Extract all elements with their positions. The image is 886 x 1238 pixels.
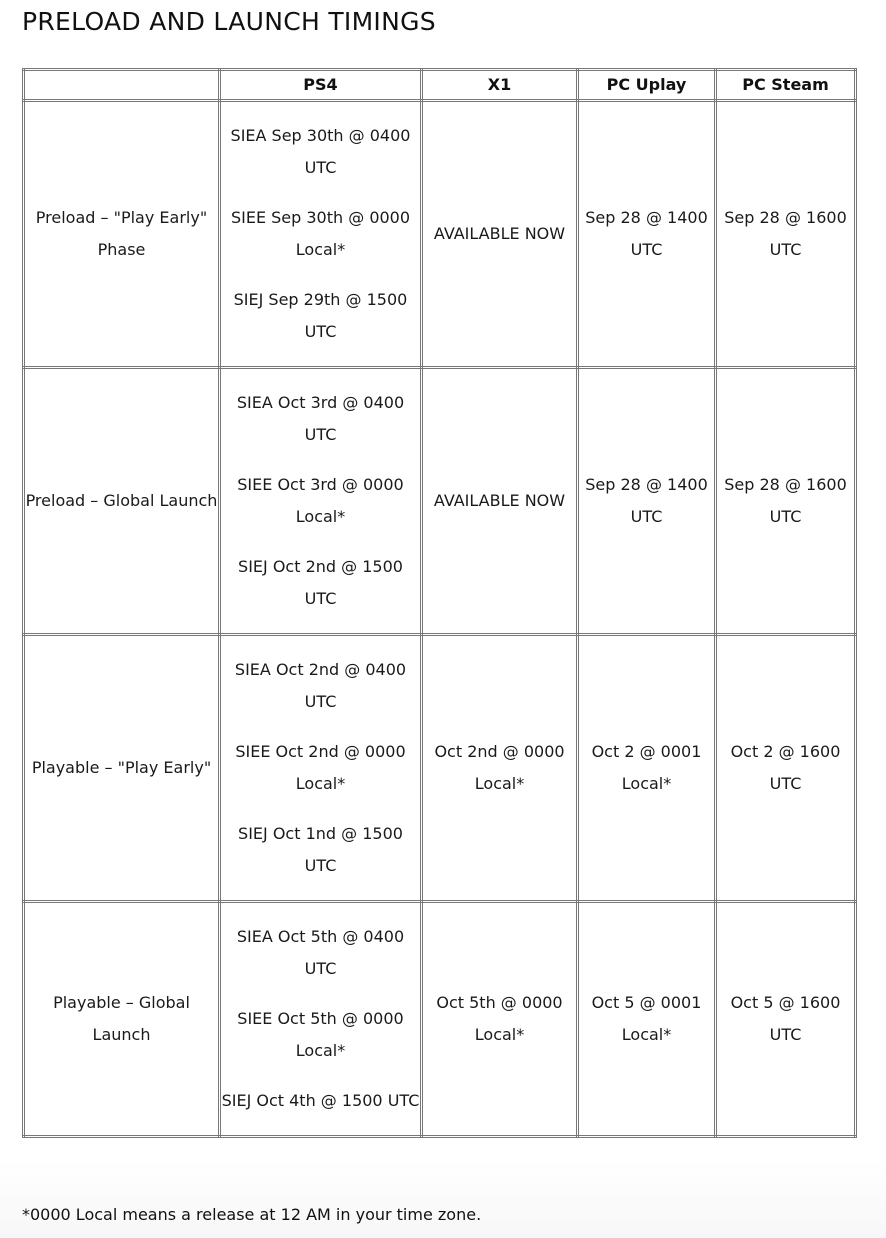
pc-uplay-time: Sep 28 @ 1400 UTC [585,208,708,259]
ps4-cell [220,368,422,635]
row-label: Playable – "Play Early" [31,758,212,777]
x1-time: Oct 5th @ 0000 Local* [436,993,563,1044]
x1-time: Oct 2nd @ 0000 Local* [434,742,565,793]
table-row [24,635,856,902]
row-label-cell [24,902,220,1137]
row-label: Preload – Global Launch [25,491,218,510]
row-label: Playable – Global Launch [53,993,190,1044]
page-title: PRELOAD AND LAUNCH TIMINGS [22,7,436,36]
x1-cell [422,635,578,902]
row-label: Preload – "Play Early" Phase [35,208,208,259]
ps4-siee-time: SIEE Sep 30th @ 0000 Local* [230,208,411,259]
header-cell-pc-steam: PC Steam [716,70,856,101]
ps4-siej-time: SIEJ Oct 2nd @ 1500 UTC [238,557,403,608]
ps4-siea-time: SIEA Sep 30th @ 0400 UTC [230,126,411,177]
pc-steam-time: Oct 2 @ 1600 UTC [730,742,841,793]
pc-steam-cell [716,101,856,368]
table-header-row [24,70,856,101]
ps4-siee-time: SIEE Oct 3rd @ 0000 Local* [237,475,404,526]
ps4-siej-time: SIEJ Sep 29th @ 1500 UTC [233,290,408,341]
x1-cell [422,902,578,1137]
ps4-siea-time: SIEA Oct 3rd @ 0400 UTC [236,393,405,444]
pc-steam-cell [716,902,856,1137]
header-cell-pc-uplay: PC Uplay [578,70,716,101]
table-row [24,368,856,635]
x1-time: AVAILABLE NOW [433,491,566,510]
row-label-cell [24,101,220,368]
pc-steam-time: Oct 5 @ 1600 UTC [730,993,841,1044]
x1-cell [422,368,578,635]
row-label-cell [24,635,220,902]
x1-cell [422,101,578,368]
header-cell-x1: X1 [422,70,578,101]
ps4-siej-time: SIEJ Oct 1nd @ 1500 UTC [238,824,403,875]
pc-uplay-cell [578,101,716,368]
ps4-cell [220,902,422,1137]
ps4-siee-time: SIEE Oct 2nd @ 0000 Local* [235,742,406,793]
ps4-cell [220,635,422,902]
pc-steam-cell [716,368,856,635]
ps4-cell [220,101,422,368]
footnote: *0000 Local means a release at 12 AM in your time zone. [22,1205,482,1224]
header-cell-label [24,70,220,101]
pc-uplay-cell [578,635,716,902]
table-row [24,101,856,368]
ps4-siea-time: SIEA Oct 5th @ 0400 UTC [236,927,405,978]
pc-uplay-cell [578,902,716,1137]
pc-uplay-cell [578,368,716,635]
pc-steam-cell [716,635,856,902]
row-label-cell [24,368,220,635]
pc-steam-time: Sep 28 @ 1600 UTC [724,208,847,259]
ps4-siej-time: SIEJ Oct 4th @ 1500 UTC [221,1091,420,1110]
footer-band [0,1160,886,1238]
x1-time: AVAILABLE NOW [433,224,566,243]
ps4-siea-time: SIEA Oct 2nd @ 0400 UTC [234,660,407,711]
table-row [24,902,856,1137]
timings-table [22,68,857,1138]
pc-uplay-time: Oct 5 @ 0001 Local* [591,993,702,1044]
pc-steam-time: Sep 28 @ 1600 UTC [724,475,847,526]
pc-uplay-time: Sep 28 @ 1400 UTC [585,475,708,526]
header-cell-ps4: PS4 [220,70,422,101]
pc-uplay-time: Oct 2 @ 0001 Local* [591,742,702,793]
ps4-siee-time: SIEE Oct 5th @ 0000 Local* [237,1009,404,1060]
